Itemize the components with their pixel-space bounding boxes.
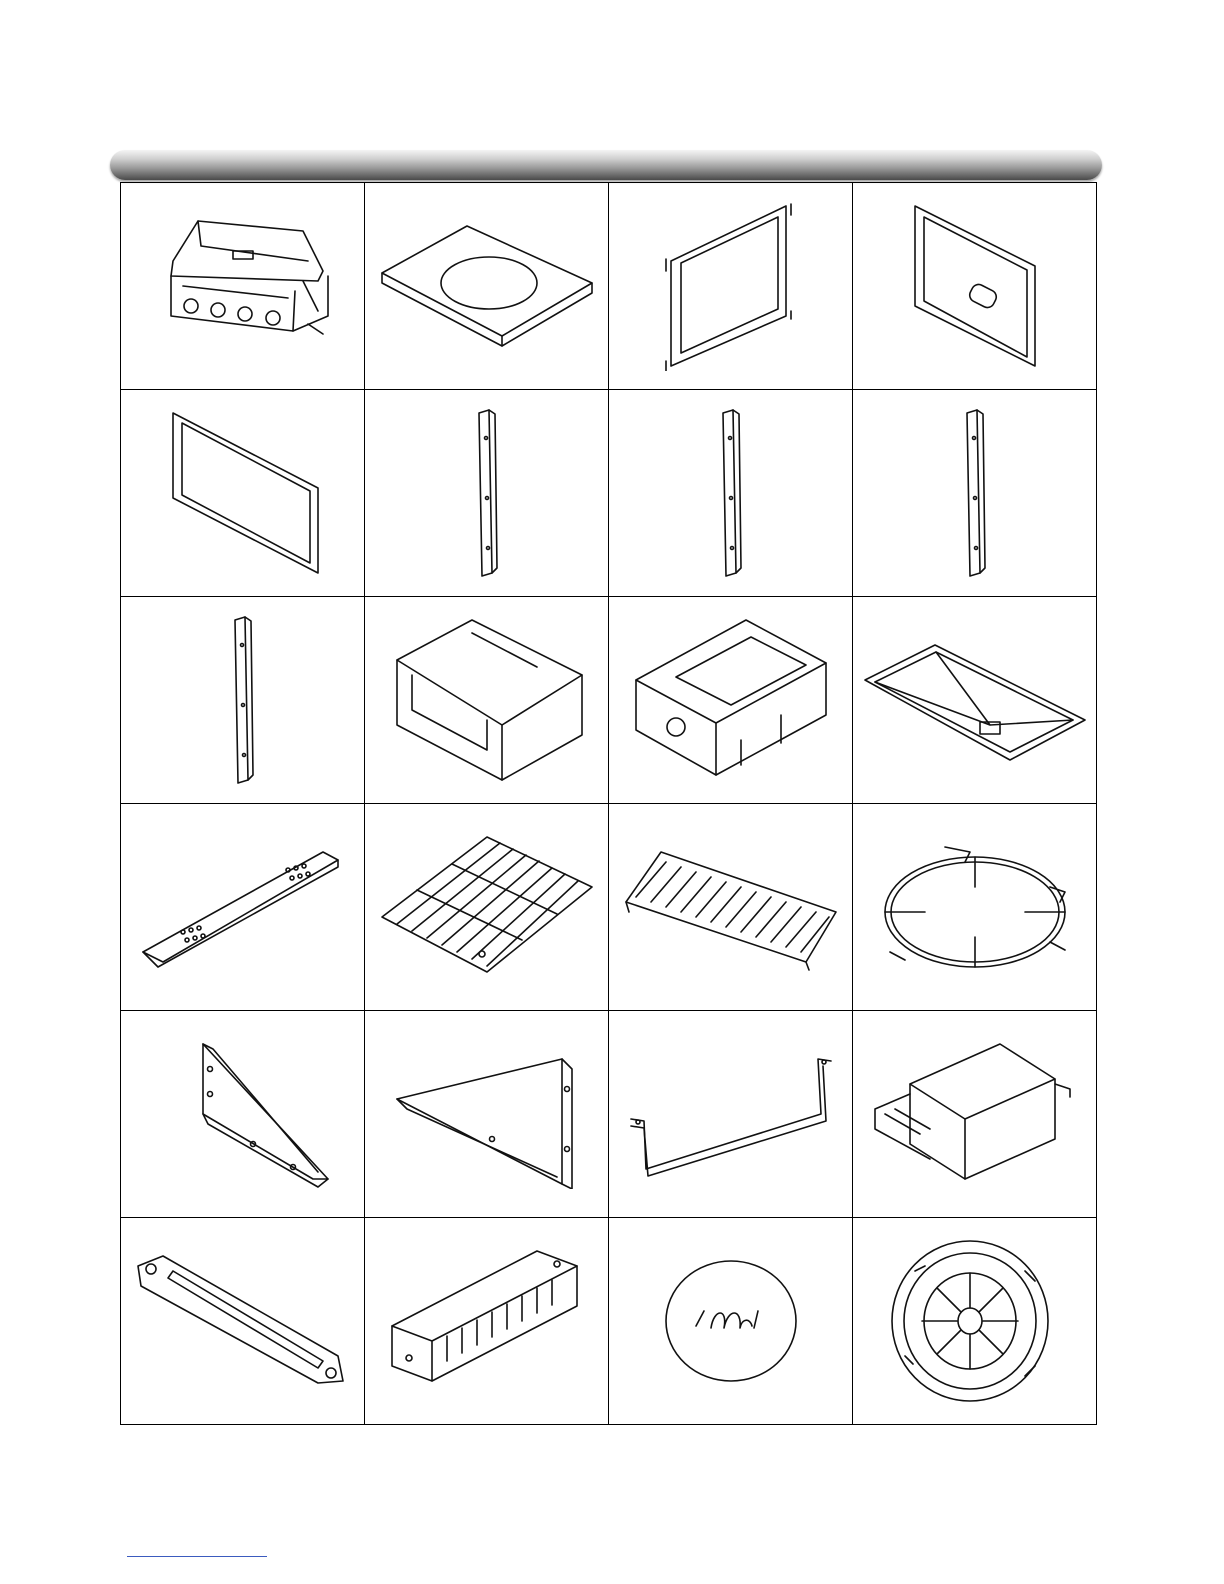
table-row (121, 804, 1097, 1011)
part-cell (121, 597, 365, 804)
table-row (121, 597, 1097, 804)
cooking-grate-icon (377, 832, 597, 982)
leg-post-icon (945, 408, 1005, 578)
part-cell (853, 597, 1097, 804)
header-bar (110, 150, 1102, 180)
grease-cup-holder-icon (870, 1039, 1080, 1189)
part-cell (853, 1218, 1097, 1425)
part-cell (853, 390, 1097, 597)
part-cell (121, 1218, 365, 1425)
part-cell (365, 804, 609, 1011)
part-cell (609, 390, 853, 597)
leg-post-icon (213, 615, 273, 785)
part-cell (609, 1011, 853, 1218)
leg-post-icon (701, 408, 761, 578)
side-burner-control-box-icon (631, 615, 831, 785)
part-cell (121, 804, 365, 1011)
u-shaped-bracket-icon (626, 1049, 836, 1179)
triangular-bracket-icon (387, 1039, 587, 1189)
part-cell (609, 804, 853, 1011)
drip-tray-icon (860, 630, 1090, 770)
vented-channel-icon (387, 1246, 587, 1396)
logo-badge-icon (656, 1246, 806, 1396)
frame-with-handle-slot-icon (900, 201, 1050, 371)
part-cell (365, 390, 609, 597)
part-cell (121, 390, 365, 597)
rectangular-frame-icon (656, 201, 806, 371)
table-row (121, 183, 1097, 390)
wheel-icon (885, 1236, 1065, 1406)
heat-shield-angle-icon (138, 842, 348, 972)
parts-table (120, 182, 1097, 1425)
warming-rack-icon (621, 842, 841, 972)
part-cell (609, 1218, 853, 1425)
part-cell (365, 183, 609, 390)
grill-head-icon (143, 206, 343, 366)
table-row (121, 1218, 1097, 1425)
table-row (121, 390, 1097, 597)
leg-post-icon (457, 408, 517, 578)
burner-grate-icon (870, 832, 1080, 982)
part-cell (853, 183, 1097, 390)
part-cell (121, 183, 365, 390)
footer-link-underline[interactable] (127, 1556, 267, 1557)
part-cell (365, 597, 609, 804)
slotted-strap-icon (133, 1251, 353, 1391)
corner-bracket-icon (153, 1039, 333, 1189)
part-cell (365, 1218, 609, 1425)
part-cell (365, 1011, 609, 1218)
part-cell (609, 183, 853, 390)
part-cell (609, 597, 853, 804)
part-cell (853, 804, 1097, 1011)
part-cell (121, 1011, 365, 1218)
wide-rectangular-frame-icon (158, 408, 328, 578)
part-cell (853, 1011, 1097, 1218)
side-burner-housing-icon (387, 615, 587, 785)
top-panel-with-cutout-icon (377, 211, 597, 361)
table-row (121, 1011, 1097, 1218)
